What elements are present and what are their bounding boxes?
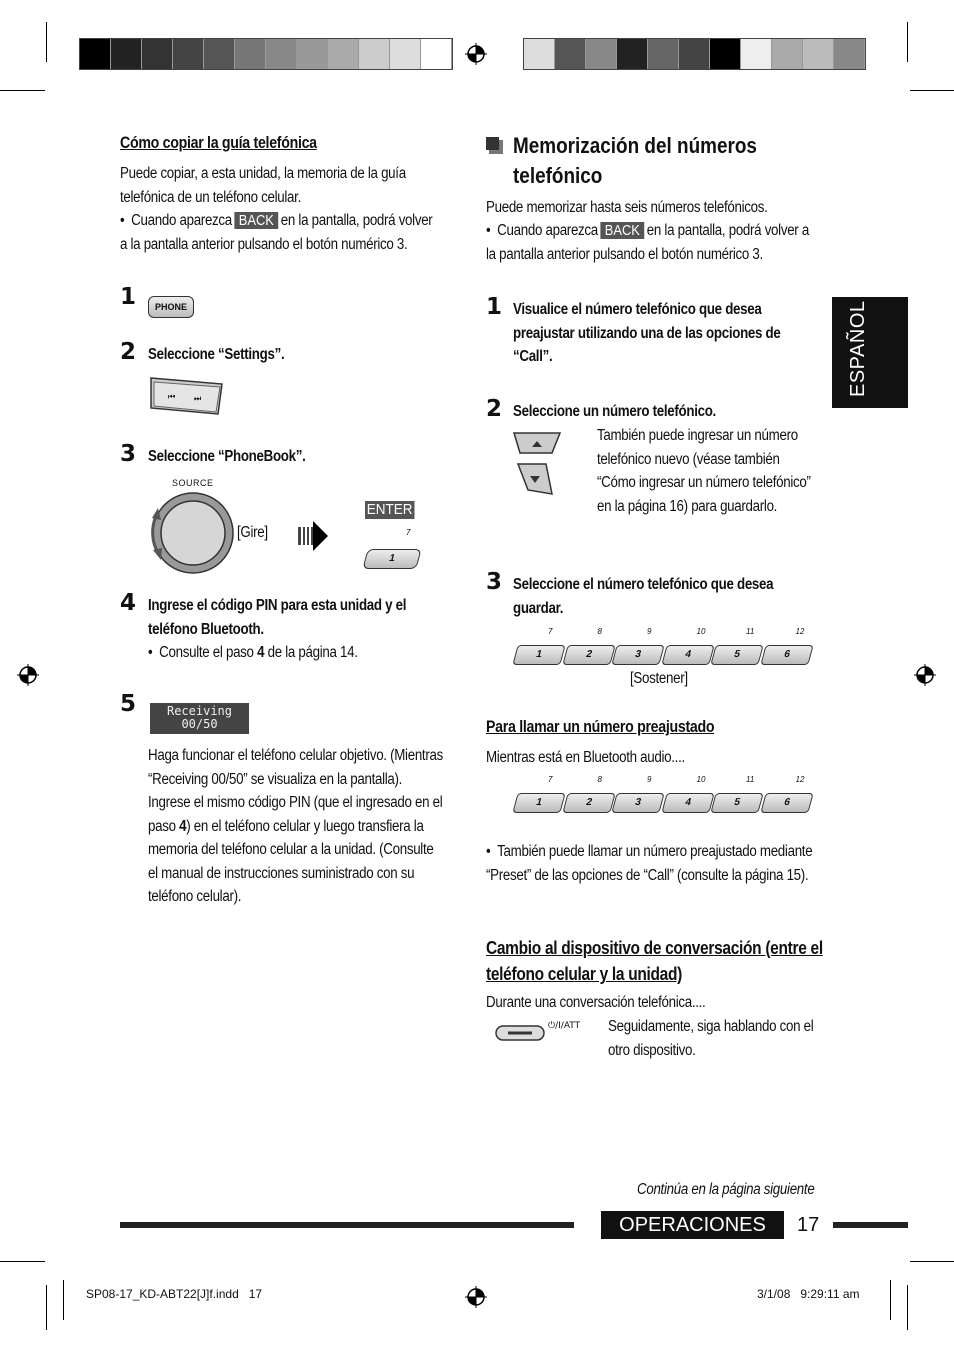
step-number: 2 [120,339,137,365]
skip-button[interactable] [150,376,222,412]
preset-top-label: 10 [696,775,706,784]
color-swatch [586,39,617,69]
file-info: SP08-17_KD-ABT22[J]f.indd 17 [86,1287,263,1301]
color-swatch [204,39,235,69]
bullet-text: de la página 14. [264,644,358,661]
bullet-dot: • [120,212,132,229]
color-swatch [142,39,173,69]
preset-top-label: 8 [597,627,602,636]
preset-top-label: 7 [406,528,411,537]
bullet-text-b: en la pantalla, podrá volver a la pantalla anterior pulsando el botón numérico 3. [486,222,809,263]
preset-top-label: 11 [746,775,755,784]
left-heading: Cómo copiar la guía telefónica [120,134,317,152]
rotate-label: [Gire] [237,524,268,541]
bullet-step-ref: 4 [257,644,265,661]
step4-bullet [148,641,440,665]
footer-rule-left [120,1222,574,1228]
back-indicator: BACK [234,212,278,229]
preset-top-label: 9 [647,627,652,636]
svg-text:⏮: ⏮ [168,392,176,401]
color-swatch [421,39,452,69]
crop-mark [890,1280,891,1320]
att-label: ⏻/I/ATT [548,1021,581,1031]
color-swatch [679,39,710,69]
color-swatch [741,39,772,69]
preset-button-1[interactable]: 1 [512,645,565,665]
receiving-line-1: Receiving [166,704,233,718]
language-tab [832,297,908,408]
bullet-text: Consulte el paso [159,644,258,661]
svg-text:⏭: ⏭ [194,394,202,403]
right-step1-text: Visualice el número telefónico que desea preajustar utilizando una de las opciones de “Call”. [513,301,781,365]
right-bullet [486,219,813,266]
crop-mark [46,22,47,62]
preset-button-4[interactable]: 4 [661,645,714,665]
registration-mark-icon [17,664,39,686]
preset-button-1[interactable]: 1 [362,549,421,569]
bullet-text-a: Cuando aparezca [131,212,232,229]
right-sub2-text: Durante una conversación telefónica.... [486,994,706,1011]
color-swatch [390,39,421,69]
preset-button-1[interactable]: 1 [512,793,565,813]
preset-top-label: 7 [548,775,553,784]
right-step2-text: Seleccione un número telefónico. [513,403,716,420]
bullet-text-a: Cuando aparezca [497,222,598,239]
color-swatch [266,39,297,69]
registration-mark-icon [914,664,936,686]
crop-mark [0,90,45,91]
knob-icon [148,488,238,578]
preset-top-label: 7 [548,627,553,636]
step3-text: Seleccione “PhoneBook”. [148,448,306,465]
print-date: 3/1/08 9:29:11 am [757,1287,860,1301]
color-swatch [173,39,204,69]
right-intro: Puede memorizar hasta seis números telefónicos. [486,199,768,216]
step2-text: Seleccione “Settings”. [148,346,285,363]
para-step-ref: 4 [179,817,187,835]
right-step3-text: Seleccione el número telefónico que desea guardar. [513,576,774,617]
preset-button-2[interactable]: 2 [562,793,615,813]
preset-button-4[interactable]: 4 [661,793,714,813]
section-square-icon [486,137,503,154]
preset-top-label: 8 [597,775,602,784]
phone-button[interactable]: PHONE [148,296,194,318]
bullet-dot: • [486,843,498,860]
right-sub2-note: Seguidamente, siga hablando con el otro dispositivo. [608,1018,814,1059]
right-sub1-bullet [486,840,817,887]
right-sub1-heading: Para llamar un número preajustado [486,718,715,736]
receiving-display [150,703,249,734]
up-button[interactable] [512,430,562,456]
color-swatch [111,39,142,69]
left-intro: Puede copiar, a esta unidad, la memoria de la guía telefónica de un teléfono celular. [120,165,406,206]
color-swatch [803,39,834,69]
preset-button-5[interactable]: 5 [710,645,763,665]
step-number: 1 [120,284,137,310]
step-number: 2 [486,396,503,422]
step-number: 1 [486,294,503,320]
preset-button-3[interactable]: 3 [611,793,664,813]
color-swatch [359,39,390,69]
preset-top-label: 12 [795,775,805,784]
color-swatch [617,39,648,69]
right-title [513,131,797,191]
color-swatch [328,39,359,69]
right-step2-note: También puede ingresar un número telefónico nuevo (véase también “Cómo ingresar un número telefónico” en la página 16) para guardarlo. [597,427,811,515]
color-bar-right [523,38,866,70]
title-line-1: Memorización del números [513,133,757,158]
footer-rule-right [833,1222,908,1228]
source-label: SOURCE [172,478,214,488]
registration-mark-icon [465,43,487,65]
skip-button-icon [150,376,224,416]
right-sub1-text: Mientras está en Bluetooth audio.... [486,749,685,766]
preset-button-2[interactable]: 2 [562,645,615,665]
preset-top-label: 11 [746,627,755,636]
section-label: OPERACIONES [601,1211,784,1239]
color-swatch [297,39,328,69]
color-bar-left [79,38,453,70]
control-knob[interactable] [148,488,236,576]
crop-mark [910,1261,954,1262]
preset-row-2 [512,773,812,815]
right-sub2-heading: Cambio al dispositivo de conversación (entre el teléfono celular y la unidad) [486,938,823,984]
color-swatch [772,39,803,69]
crop-mark [0,1261,45,1262]
step5-paragraph [148,744,445,909]
step4-text: Ingrese el código PIN para esta unidad y el teléfono Bluetooth. [148,597,407,638]
enter-indicator: ENTER [366,501,413,518]
para-text: ) en el teléfono celular y luego transfiera la memoria del teléfono celular a la unidad. (Consulte el manual de instrucciones suministrado con su teléfono celular). [148,817,434,905]
crop-mark [910,90,954,91]
preset-row-1 [512,625,812,667]
step-number: 4 [120,590,137,616]
crop-mark [907,22,908,62]
step-number: 3 [120,441,137,467]
color-swatch [80,39,111,69]
bullet-text: También puede llamar un número preajustado mediante “Preset” de las opciones de “Call” (consulte la página 15). [486,843,813,884]
page-number: 17 [797,1214,820,1236]
color-swatch [834,39,865,69]
bullet-dot: • [148,644,160,661]
language-tab-label: ESPAÑOL [847,300,869,397]
receiving-line-2: 00/50 [181,717,218,731]
preset-button-3[interactable]: 3 [611,645,664,665]
down-button[interactable] [516,462,554,496]
color-swatch [235,39,266,69]
step-number: 5 [120,691,137,717]
continued-note: Continúa en la página siguiente [637,1181,815,1198]
preset-button-6[interactable]: 6 [760,793,813,813]
preset-top-label: 12 [795,627,805,636]
color-swatch [524,39,555,69]
bullet-text-b: en la pantalla, podrá volver a la pantalla anterior pulsando el botón numérico 3. [120,212,433,253]
preset-top-label: 10 [696,627,706,636]
color-swatch [648,39,679,69]
preset-button-5[interactable]: 5 [710,793,763,813]
color-swatch [710,39,741,69]
bullet-dot: • [486,222,498,239]
title-line-2: telefónico [513,163,603,188]
back-indicator: BACK [600,222,644,239]
preset-top-label: 9 [647,775,652,784]
para-text: Haga funcionar el teléfono celular objetivo. (Mientras “Receiving 00/50” se visualiza en la pantalla). Ingrese el mismo código PIN (que el ingresado en el paso [148,747,443,835]
crop-mark [46,1285,47,1330]
color-swatch [555,39,586,69]
arrow-right-icon [297,517,329,555]
att-button[interactable] [494,1023,546,1043]
step-number: 3 [486,569,503,595]
crop-mark [63,1280,64,1320]
registration-mark-icon [465,1286,487,1308]
crop-mark [907,1285,908,1330]
hold-label: [Sostener] [630,670,688,687]
preset-button-6[interactable]: 6 [760,645,813,665]
left-bullet [120,209,438,256]
